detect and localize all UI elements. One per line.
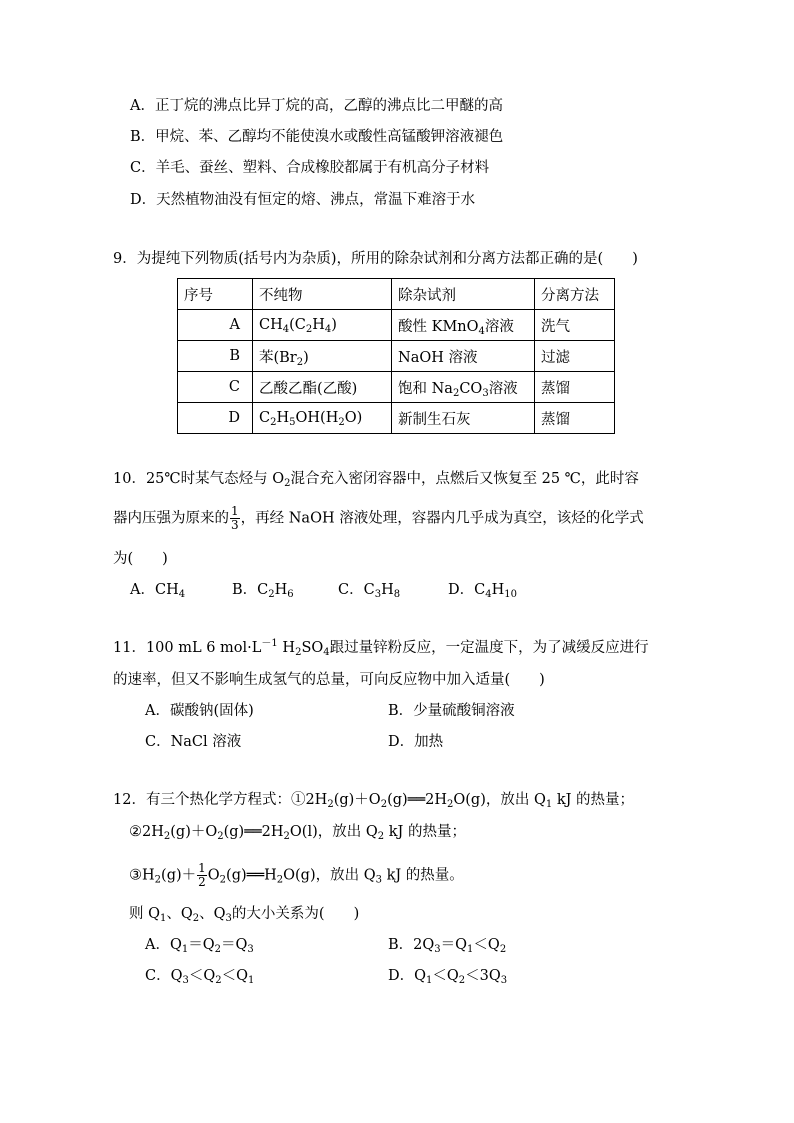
header-method: 分离方法 (535, 279, 615, 310)
q12-option-b: B．$2Q_3=Q_1<Q_2$ (388, 937, 507, 955)
row-impure: $CH_4(C_2H_4)$ (253, 310, 392, 341)
q12-ask: 则 $Q_1$、$Q_2$、$Q_3$的大小关系为( ) (129, 906, 360, 924)
table-header-row (178, 279, 615, 310)
fraction-one-half: $\frac{1}{2}$ (198, 861, 206, 889)
q12-option-c: C．$Q_3<Q_2<Q_1$ (145, 968, 255, 986)
header-impure: 不纯物 (253, 279, 392, 310)
q9-stem: 9．为提纯下列物质(括号内为杂质)，所用的除杂试剂和分离方法都正确的是( ) (113, 251, 638, 267)
q8-option-d: D．天然植物油没有恒定的熔、沸点，常温下难溶于水 (130, 192, 476, 208)
row-method: 蒸馏 (535, 403, 615, 434)
row-impure: 乙酸乙酯(乙酸) (253, 372, 392, 403)
q12-line1: 12．有三个热化学方程式：$①2H_2(g)+O_2(g)══2H_2O(g)$，放出 $Q_1$ kJ 的热量； (113, 792, 635, 810)
q10-line3: 为( ) (113, 551, 168, 567)
row-reagent: NaOH 溶液 (392, 341, 535, 372)
row-impure: $C_2H_5OH(H_2O)$ (253, 403, 392, 434)
row-id: B (178, 341, 253, 372)
row-method: 过滤 (535, 341, 615, 372)
q11-line2: 的速率，但又不影响生成氢气的总量，可向反应物中加入适量( ) (113, 672, 545, 688)
q11-option-a: A．碳酸钠(固体) (145, 703, 254, 719)
row-id: A (178, 310, 253, 341)
row-reagent: 新制生石灰 (392, 403, 535, 434)
row-method: 洗气 (535, 310, 615, 341)
q8-option-b: B．甲烷、苯、乙醇均不能使溴水或酸性高锰酸钾溶液褪色 (130, 129, 504, 145)
q11-line1: 11．100 mL 6 $mol\cdot L^{-1}$ $H_2SO_4$跟过量锌粉反应，一定温度下，为了减缓反应进行 (113, 638, 649, 658)
header-index: 序号 (178, 279, 253, 310)
table-row (178, 403, 615, 434)
row-id: D (178, 403, 253, 434)
q12-option-a: A．$Q_1=Q_2=Q_3$ (145, 937, 254, 955)
table-row (178, 372, 615, 403)
row-method: 蒸馏 (535, 372, 615, 403)
q12-option-d: D．$Q_1<Q_2<3Q_3$ (388, 968, 508, 986)
q12-line3: $③H_2(g)+$ $\frac{1}{2}$ $O_2(g)══H_2O(g)$，放出 $Q_3$ kJ 的热量。 (129, 861, 464, 889)
row-reagent: 酸性 KMnO$_4$溶液 (392, 310, 535, 341)
q11-option-c: C．NaCl 溶液 (145, 734, 242, 750)
table-row (178, 310, 615, 341)
q9-table (177, 278, 615, 434)
q8-option-c: C．羊毛、蚕丝、塑料、合成橡胶都属于有机高分子材料 (130, 160, 490, 176)
q11-option-d: D．加热 (388, 734, 444, 750)
table-row (178, 341, 615, 372)
row-reagent: 饱和 $Na_2CO_3$溶液 (392, 372, 535, 403)
q10-line1: 10．25℃时某气态烃与 $O_2$混合充入密闭容器中，点燃后又恢复至 25 ℃，此时容 (113, 471, 639, 489)
q10-option-d: D．$C_4H_{10}$ (448, 582, 517, 600)
header-reagent: 除杂试剂 (392, 279, 535, 310)
q8-option-a: A．正丁烷的沸点比异丁烷的高，乙醇的沸点比二甲醚的高 (130, 98, 503, 114)
q10-line2: 器内压强为原来的 $\frac{1}{3}$ ，再经 NaOH 溶液处理，容器内几乎成为真空，该烃的化学式 (113, 504, 644, 532)
q12-line2: $②2H_2(g)+O_2(g)══2H_2O(l)$，放出 $Q_2$ kJ 的热量； (129, 824, 466, 842)
q10-option-a: A．$CH_4$ (130, 582, 186, 600)
q11-option-b: B．少量硫酸铜溶液 (388, 703, 515, 719)
row-impure: 苯$(Br_2)$ (253, 341, 392, 372)
q10-option-c: C．$C_3H_8$ (338, 582, 401, 600)
row-id: C (178, 372, 253, 403)
fraction-one-third: $\frac{1}{3}$ (231, 504, 239, 532)
q10-option-b: B．$C_2H_6$ (232, 582, 294, 600)
